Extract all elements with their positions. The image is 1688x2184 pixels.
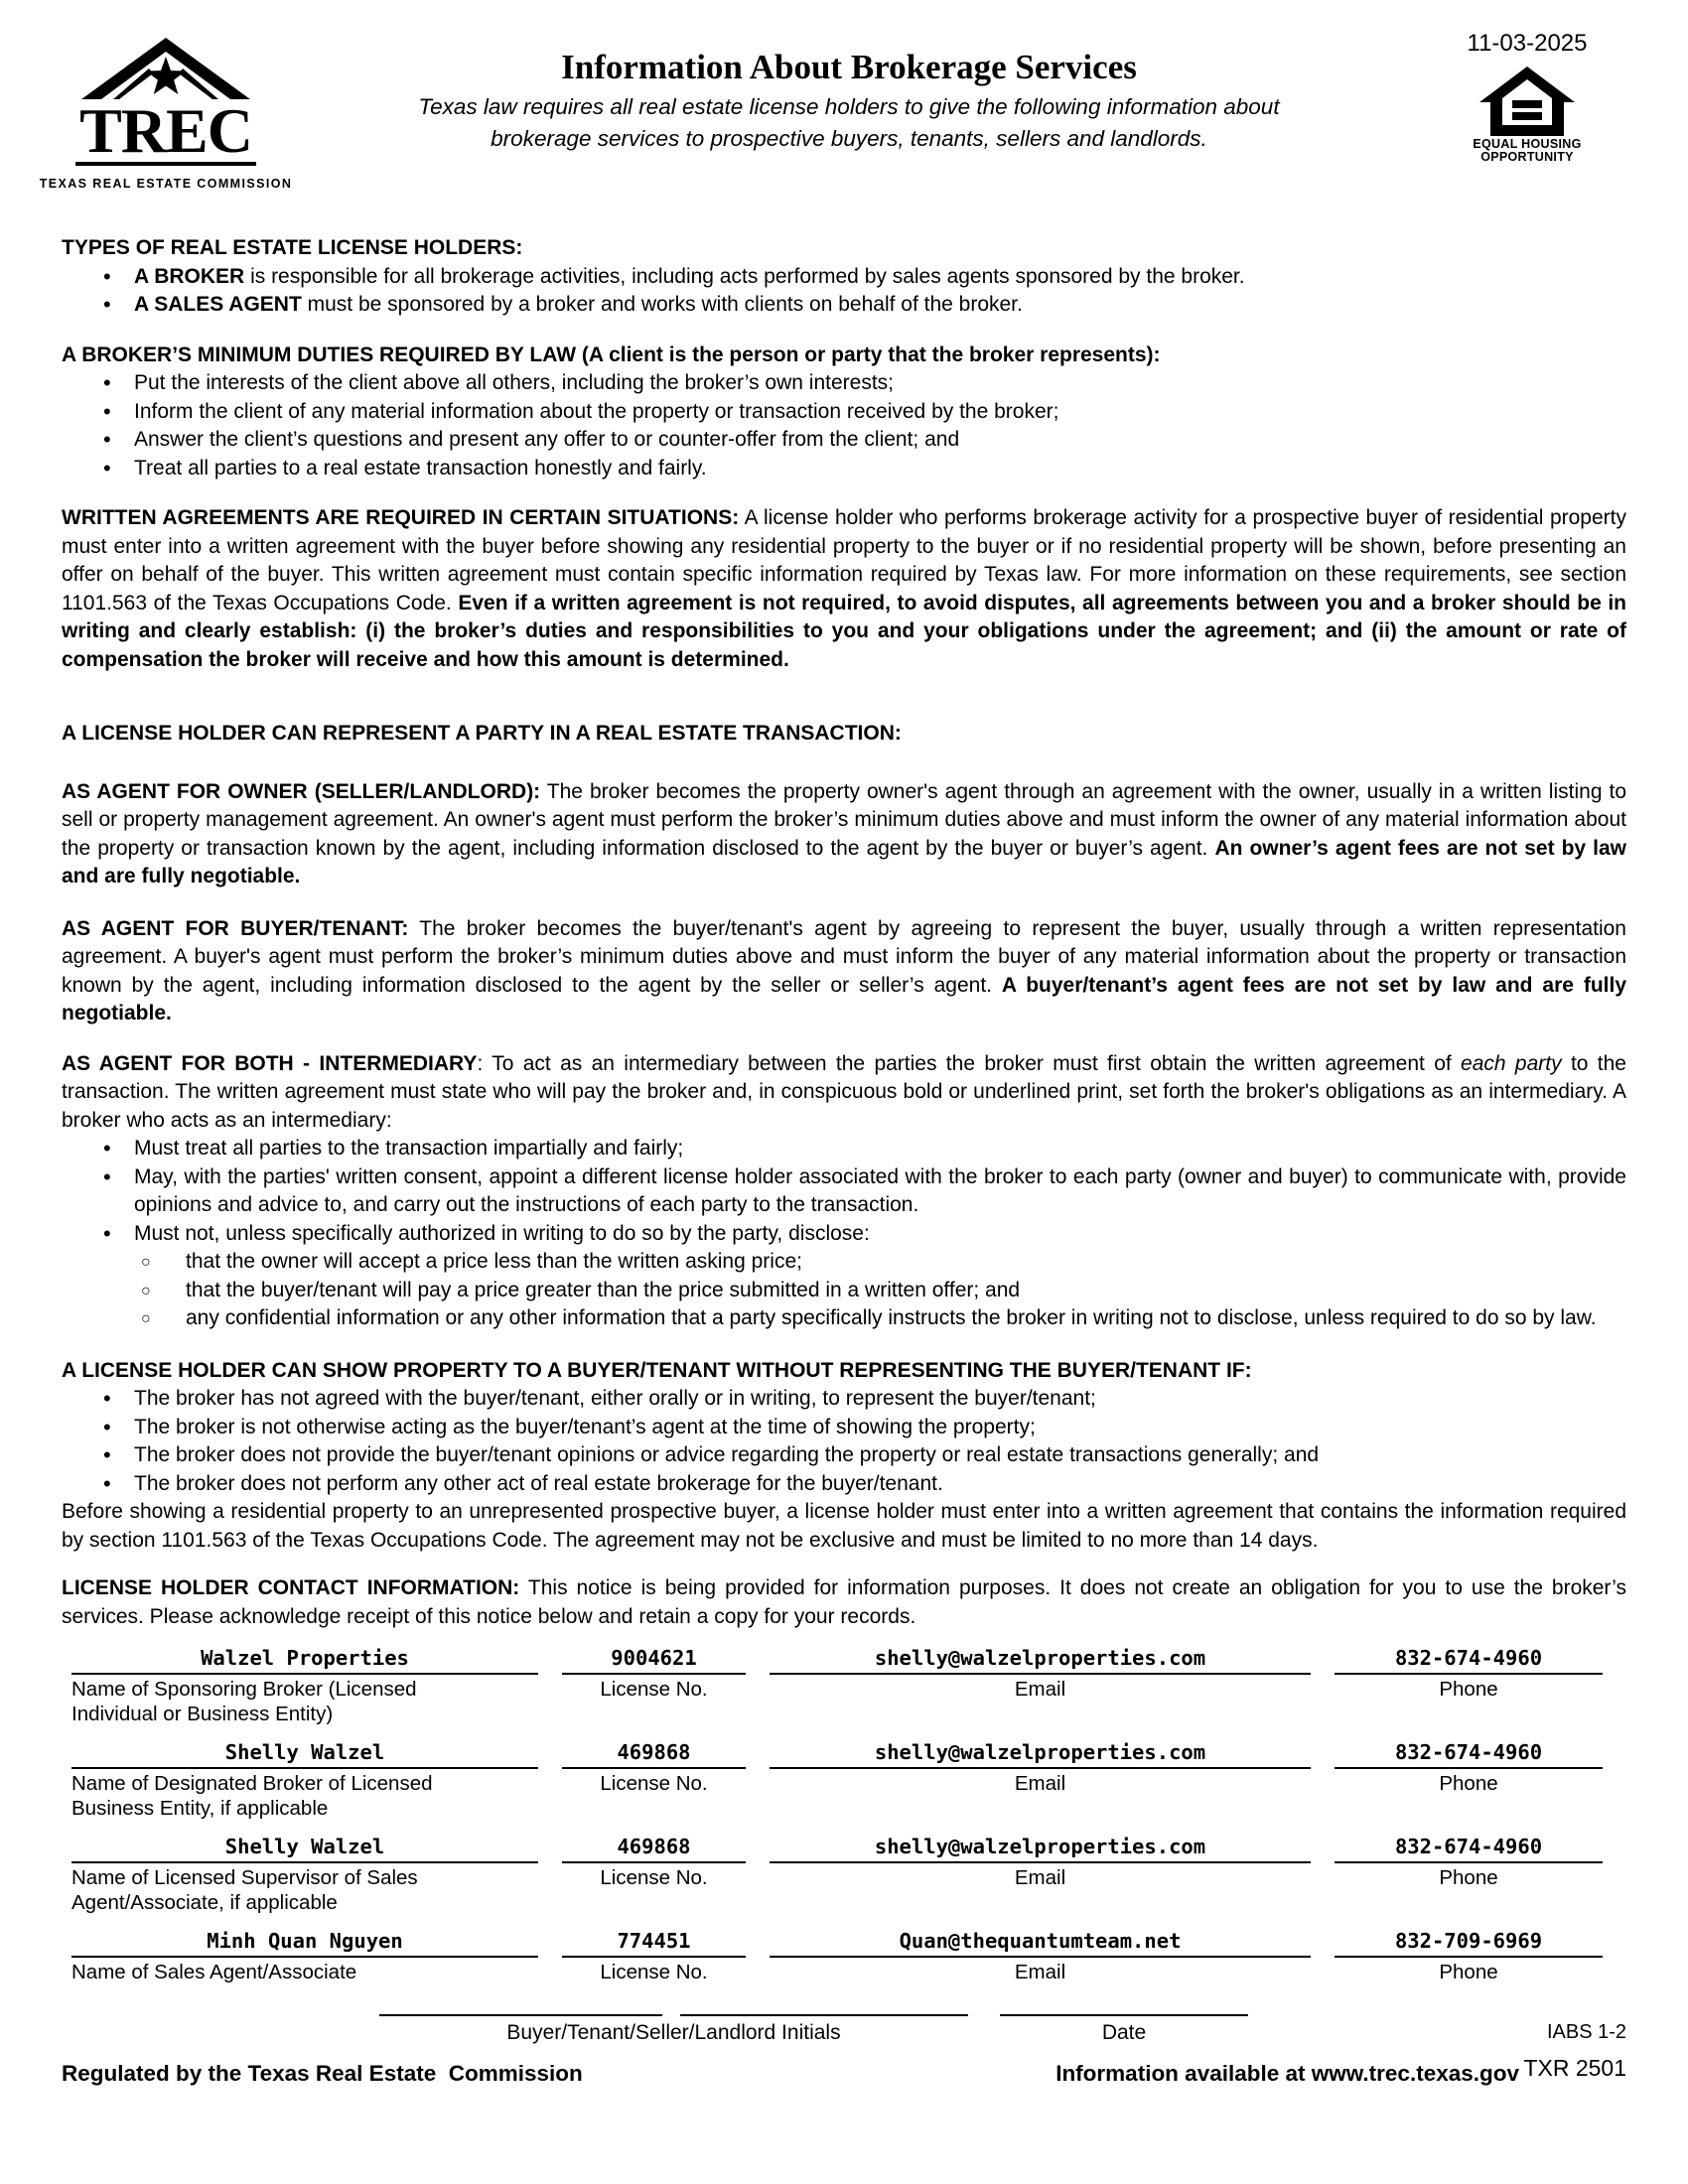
table-row-supervisor bbox=[71, 1834, 1626, 1915]
initials-blank-field-1[interactable] bbox=[379, 2012, 662, 2016]
field-underline bbox=[71, 1767, 538, 1769]
table-row-sponsoring-broker bbox=[71, 1645, 1626, 1726]
email-field bbox=[770, 1645, 1311, 1726]
written-agreements-paragraph: WRITTEN AGREEMENTS ARE REQUIRED IN CERTAIN SITUATIONS: A license holder who performs brokerage activity for a prospective buyer of residential property must enter into a written agreement with the buyer before showing any residential property to the buyer or if no residential property will be shown, before presenting an offer on behalf of the buyer. This written agreement must contain specific information required by Texas law. For more information on these requirements, see section 1101.563 of the Texas Occupations Code. Even if a written agreement is not required, to avoid disputes, all agreements between you and a broker should be in writing and clearly establish: (i) the broker’s duties and responsibilities to you and your obligations under the agreement; and (ii) the amount or rate of compensation the broker will receive and how this amount is determined. bbox=[62, 506, 1626, 671]
field-label: Phone bbox=[1439, 1678, 1498, 1701]
email-field bbox=[770, 1834, 1311, 1915]
title-block bbox=[270, 26, 1428, 155]
equal-housing-caption: EQUAL HOUSING OPPORTUNITY bbox=[1473, 136, 1582, 164]
list-item: • Answer the client’s questions and present any offer to or counter-offer from the client; and bbox=[62, 426, 1626, 455]
phone-value: 832-674-4960 bbox=[1394, 1646, 1543, 1670]
sub-list-item: ○ any confidential information or any other information that a party specifically instructs the broker in writing not to disclose, unless required to do so by law. bbox=[62, 1304, 1626, 1333]
date-blank-field[interactable] bbox=[1000, 2012, 1248, 2016]
field-label: License No. bbox=[600, 1678, 708, 1701]
field-label: License No. bbox=[600, 1961, 708, 1983]
trec-wordmark: TREC bbox=[79, 95, 252, 166]
trec-rule bbox=[75, 162, 256, 166]
trec-caption: TEXAS REAL ESTATE COMMISSION bbox=[39, 177, 293, 191]
phone-value: 832-674-4960 bbox=[1394, 1740, 1543, 1764]
email-value: shelly@walzelproperties.com bbox=[874, 1835, 1206, 1858]
field-underline bbox=[562, 1673, 746, 1675]
license-value: 469868 bbox=[617, 1835, 691, 1858]
form-code-iabs: IABS 1-2 bbox=[1546, 2021, 1626, 2043]
field-label: Phone bbox=[1439, 1772, 1498, 1795]
field-label: License No. bbox=[600, 1866, 708, 1889]
footer bbox=[62, 2060, 1626, 2089]
equal-housing-house-icon bbox=[1479, 67, 1575, 136]
regulated-by-text: Regulated by the Texas Real Estate Commission bbox=[62, 2060, 583, 2086]
phone-value: 832-674-4960 bbox=[1394, 1835, 1543, 1858]
agent-for-buyer-lead: AS AGENT FOR BUYER/TENANT: bbox=[62, 916, 409, 940]
signature-labels bbox=[379, 2019, 1626, 2048]
field-underline bbox=[1335, 1673, 1603, 1675]
field-label: Name of Licensed Supervisor of Sales Agent/Associate, if applicable bbox=[71, 1866, 418, 1914]
section-intermediary bbox=[62, 1050, 1626, 1333]
list-item: • The broker has not agreed with the buyer/tenant, either orally or in writing, to represent the buyer/tenant; bbox=[62, 1385, 1626, 1414]
sub-list-item: ○ that the owner will accept a price less than the written asking price; bbox=[62, 1248, 1626, 1277]
date-label: Date bbox=[1101, 2021, 1147, 2044]
field-underline bbox=[71, 1956, 538, 1958]
license-value: 9004621 bbox=[611, 1646, 697, 1670]
license-holder-contact-table bbox=[62, 1645, 1626, 1984]
broker-name-value: Shelly Walzel bbox=[224, 1740, 385, 1764]
section-show-property bbox=[62, 1357, 1626, 1556]
license-field bbox=[562, 1928, 746, 1984]
field-label: Name of Sponsoring Broker (Licensed Individual or Business Entity) bbox=[71, 1678, 417, 1725]
email-field bbox=[770, 1739, 1311, 1821]
email-value: shelly@walzelproperties.com bbox=[874, 1740, 1206, 1764]
form-code-txr: TXR 2501 bbox=[1523, 2055, 1626, 2081]
field-underline bbox=[562, 1861, 746, 1863]
license-value: 469868 bbox=[617, 1740, 691, 1764]
broker-name-value: Shelly Walzel bbox=[224, 1835, 385, 1858]
page-title: Information About Brokerage Services bbox=[561, 48, 1137, 86]
form-header bbox=[39, 26, 1626, 210]
intermediary-lead: AS AGENT FOR BOTH - INTERMEDIARY bbox=[62, 1051, 478, 1075]
broker-name-value: Walzel Properties bbox=[201, 1646, 409, 1670]
field-underline bbox=[770, 1673, 1311, 1675]
field-label: Phone bbox=[1439, 1961, 1498, 1983]
written-agreements-lead: WRITTEN AGREEMENTS ARE REQUIRED IN CERTAIN SITUATIONS: bbox=[62, 506, 740, 529]
license-field bbox=[562, 1645, 746, 1726]
broker-name-field bbox=[71, 1834, 538, 1915]
field-label: Name of Designated Broker of Licensed Business Entity, if applicable bbox=[71, 1772, 433, 1820]
section-duties bbox=[62, 341, 1626, 483]
list-item: • The broker is not otherwise acting as the buyer/tenant’s agent at the time of showing the property; bbox=[62, 1414, 1626, 1442]
contact-info-lead: LICENSE HOLDER CONTACT INFORMATION: bbox=[62, 1576, 520, 1599]
list-item: • Treat all parties to a real estate transaction honestly and fairly. bbox=[62, 455, 1626, 483]
email-value: shelly@walzelproperties.com bbox=[874, 1646, 1206, 1670]
list-item: • The broker does not perform any other act of real estate brokerage for the buyer/tenant. bbox=[62, 1470, 1626, 1499]
field-label: License No. bbox=[600, 1772, 708, 1795]
list-item: • The broker does not provide the buyer/tenant opinions or advice regarding the property or real estate transactions generally; and bbox=[62, 1441, 1626, 1470]
list-item: • A BROKER is responsible for all brokerage activities, including acts performed by sales agents sponsored by the broker. bbox=[62, 263, 1626, 292]
signature-footer-block bbox=[62, 2012, 1626, 2088]
field-underline bbox=[71, 1673, 538, 1675]
page-subtitle: Texas law requires all real estate license holders to give the following information about brokerage services to prospective buyers, tenants, sellers and landlords. bbox=[418, 94, 1280, 151]
broker-name-value: Minh Quan Nguyen bbox=[207, 1929, 403, 1953]
field-underline bbox=[770, 1861, 1311, 1863]
list-item: • Must treat all parties to the transaction impartially and fairly; bbox=[62, 1135, 1626, 1163]
sub-list-item: ○ that the buyer/tenant will pay a price greater than the price submitted in a written offer; and bbox=[62, 1277, 1626, 1305]
info-available-text: Information available at www.trec.texas.gov bbox=[1055, 2060, 1519, 2086]
list-item: • Put the interests of the client above all others, including the broker’s own interests; bbox=[62, 369, 1626, 398]
field-label: Email bbox=[1014, 1772, 1066, 1795]
broker-name-field bbox=[71, 1739, 538, 1821]
field-underline bbox=[562, 1767, 746, 1769]
table-row-designated-broker bbox=[71, 1739, 1626, 1821]
list-item: • A SALES AGENT must be sponsored by a broker and works with clients on behalf of the broker. bbox=[62, 291, 1626, 320]
agent-for-owner-paragraph: AS AGENT FOR OWNER (SELLER/LANDLORD): The broker becomes the property owner's agent through an agreement with the owner, usually in a written listing to sell or property management agreement. An owner's agent must perform the broker’s minimum duties above and must inform the owner of any material information about the property or transaction known by the agent, including information disclosed to the agent by the buyer or buyer’s agent. An owner’s agent fees are not set by law and are fully negotiable. bbox=[62, 779, 1627, 887]
field-label: Email bbox=[1014, 1678, 1066, 1701]
field-underline bbox=[770, 1767, 1311, 1769]
phone-field bbox=[1335, 1928, 1603, 1984]
equal-housing-logo bbox=[1473, 67, 1581, 165]
license-field bbox=[562, 1739, 746, 1821]
list-item: • Must not, unless specifically authorized in writing to do so by the party, disclose: bbox=[62, 1220, 1626, 1249]
agent-for-buyer-paragraph: AS AGENT FOR BUYER/TENANT: The broker becomes the buyer/tenant's agent by agreeing to represent the buyer, usually through a written representation agreement. A buyer's agent must perform the broker’s minimum duties above and must inform the buyer of any material information about the property or transaction known by the agent, including information disclosed to the agent by the seller or seller’s agent. A buyer/tenant’s agent fees are not set by law and are fully negotiable. bbox=[62, 916, 1626, 1024]
initials-blank-field-2[interactable] bbox=[680, 2012, 968, 2016]
section-types bbox=[62, 234, 1626, 320]
phone-field bbox=[1335, 1834, 1603, 1915]
phone-field bbox=[1335, 1645, 1603, 1726]
field-underline bbox=[1335, 1956, 1603, 1958]
before-showing-paragraph: Before showing a residential property to an unrepresented prospective buyer, a license holder must enter into a written agreement that contains the information required by section 1101.563 of the Texas Occupations Code. The agreement may not be exclusive and must be limited to no more than 14 days. bbox=[62, 1500, 1626, 1552]
email-value: Quan@thequantumteam.net bbox=[899, 1929, 1182, 1953]
section-heading-types: TYPES OF REAL ESTATE LICENSE HOLDERS: bbox=[62, 236, 523, 259]
initials-label: Buyer/Tenant/Seller/Landlord Initials bbox=[506, 2021, 841, 2044]
field-underline bbox=[1335, 1767, 1603, 1769]
contact-info-paragraph: LICENSE HOLDER CONTACT INFORMATION: This notice is being provided for information purposes. It does not create an obligation for you to use the broker’s services. Please acknowledge receipt of this notice below and retain a copy for your records. bbox=[62, 1576, 1626, 1628]
phone-value: 832-709-6969 bbox=[1394, 1929, 1543, 1953]
trec-roof-star-icon bbox=[81, 38, 250, 101]
field-label: Name of Sales Agent/Associate bbox=[71, 1961, 357, 1983]
trec-logo bbox=[39, 26, 293, 199]
form-date: 11-03-2025 bbox=[1467, 30, 1588, 57]
phone-field bbox=[1335, 1739, 1603, 1821]
table-row-sales-agent bbox=[71, 1928, 1626, 1984]
field-underline bbox=[562, 1956, 746, 1958]
list-item: • May, with the parties' written consent, appoint a different license holder associated with the broker to each party (owner and buyer) to communicate with, provide opinions and advice to, and carry out the instructions of each party to the transaction. bbox=[62, 1163, 1626, 1220]
section-heading-duties: A BROKER’S MINIMUM DUTIES REQUIRED BY LAW (A client is the person or party that the broker represents): bbox=[62, 342, 1161, 366]
email-field bbox=[770, 1928, 1311, 1984]
field-label: Email bbox=[1014, 1866, 1066, 1889]
broker-name-field bbox=[71, 1645, 538, 1726]
signature-lines bbox=[379, 2012, 1626, 2016]
license-value: 774451 bbox=[617, 1929, 691, 1953]
field-underline bbox=[71, 1861, 538, 1863]
field-underline bbox=[770, 1956, 1311, 1958]
license-field bbox=[562, 1834, 746, 1915]
section-heading-show: A LICENSE HOLDER CAN SHOW PROPERTY TO A BUYER/TENANT WITHOUT REPRESENTING THE BUYER/TENANT IF: bbox=[62, 1358, 1252, 1382]
intermediary-paragraph: AS AGENT FOR BOTH - INTERMEDIARY: To act as an intermediary between the parties the broker must first obtain the written agreement of each party to the transaction. The written agreement must state who will pay the broker and, in conspicuous bold or underlined print, set forth the broker's obligations as an intermediary. A broker who acts as an intermediary: bbox=[62, 1051, 1626, 1132]
broker-name-field bbox=[71, 1928, 538, 1984]
section-heading-represent: A LICENSE HOLDER CAN REPRESENT A PARTY IN A REAL ESTATE TRANSACTION: bbox=[62, 722, 902, 745]
agent-for-owner-lead: AS AGENT FOR OWNER (SELLER/LANDLORD): bbox=[62, 779, 541, 803]
field-underline bbox=[1335, 1861, 1603, 1863]
list-item: • Inform the client of any material information about the property or transaction received by the broker; bbox=[62, 398, 1626, 427]
header-right-block bbox=[1428, 26, 1626, 165]
field-label: Email bbox=[1014, 1961, 1066, 1983]
field-label: Phone bbox=[1439, 1866, 1498, 1889]
